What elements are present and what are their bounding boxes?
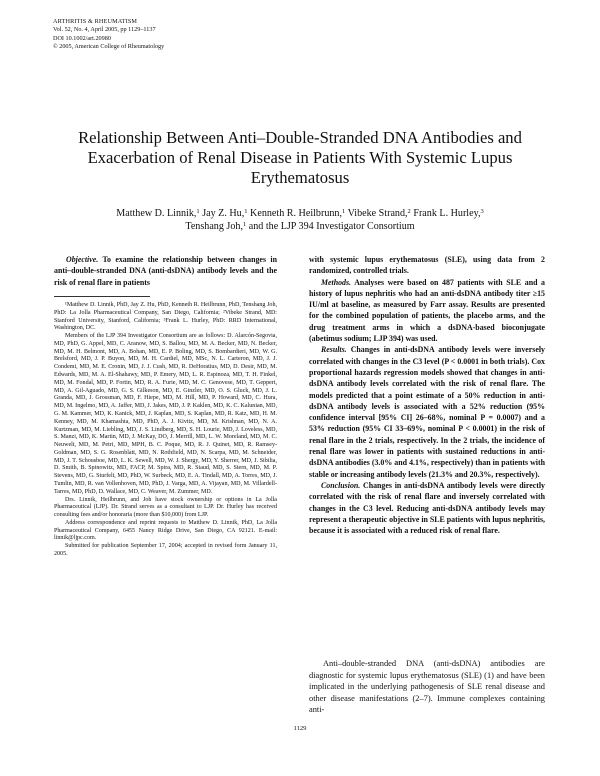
- footnotes: [54, 302, 277, 559]
- intro-paragraph: Anti–double-stranded DNA (anti-dsDNA) antibodies are diagnostic for systemic lupus erythematosus (SLE) (1) and have been implicated in the underlying pathogenesis of SLE renal disease and other disease manifestations (2–7). Immune complexes containing anti-: [309, 659, 545, 715]
- objective-label: Objective.: [66, 255, 99, 264]
- author: Kenneth R. Heilbrunn,$^1$: [250, 208, 346, 219]
- article-title: Relationship Between Anti–Double-Stranded DNA Antibodies and Exacerbation of Renal Disease in Patients With Systemic Lupus Erythematosus: [78, 128, 522, 187]
- journal-header: [53, 18, 353, 51]
- author: Vibeke Strand,$^2$: [347, 208, 411, 219]
- objective-text-left: To examine the relationship between changes in anti–double-stranded DNA (anti-dsDNA) antibody levels and the risk of renal flare in patients: [54, 255, 277, 287]
- objective-text-right: with systemic lupus erythematosus (SLE), using data from 2 randomized, controlled trials.: [309, 255, 545, 276]
- author-list: [40, 208, 560, 233]
- results-text: Changes in anti-dsDNA antibody levels were inversely correlated with changes in the C3 level (P < 0.0001 in both trials). Cox proportional hazards regression models showed that changes in anti-dsDNA antibody levels correlated with the risk of renal flare. The models predicted that a point estimate of a 50% reduction in anti-dsDNA antibody levels is associated with a 52% reduction (95% confidence interval [95% CI] 26–68%, nominal P = 0.0007) and a 53% reduction (95% CI 33–69%, nominal P < 0.0001) in the risk of renal flare in the 2 trials, respectively. In the 2 trials, the incidence of renal flare was lower in patients with sustained reductions in anti-dsDNA antibodies (3.0% and 4.1%, respectively) than in patients with stable or increasing antibody levels (21.3% and 20.3%, respectively).: [309, 345, 545, 479]
- body-intro: [309, 658, 545, 716]
- author: Jay Z. Hu,$^1$: [202, 208, 248, 219]
- doi: DOI 10.1002/art.20980: [53, 34, 111, 42]
- abstract-objective-part1: [54, 254, 277, 288]
- footnote-divider: [54, 296, 150, 297]
- page-number: 1129: [293, 725, 307, 732]
- author: Tenshang Joh,$^1$: [185, 220, 247, 232]
- footnote-disclosures: Drs. Linnik, Heilbrunn, and Joh have stock ownership or options in La Jolla Pharmaceutical (LJP). Dr. Strand serves as a consultant to LJP. Dr. Hurley has received consulting fees and/or honoraria (more than $10,000) from LJP.: [54, 496, 277, 519]
- footnote-correspondence: Address correspondence and reprint requests to Matthew D. Linnik, PhD, La Jolla Pharmaceutical Company, 6455 Nancy Ridge Drive, San Diego, CA 92121. E-mail: linnik@ljpc.com.: [54, 519, 277, 542]
- copyright: © 2005, American College of Rheumatology: [53, 42, 165, 50]
- conclusion-label: Conclusion.: [321, 480, 361, 490]
- methods-text: Analyses were based on 487 patients with SLE and a history of lupus nephritis who had an anti-dsDNA antibody titer ≥15 IU/ml at baseline, as measured by Farr assay. Results are presented for the combined population of patients, the placebo arms, and the drug treatment arms in which a dsDNA-based bioconjugate (abetimus sodium; LJP 394) was used.: [309, 277, 545, 344]
- conclusion-text: Changes in anti-dsDNA antibody levels were directly correlated with the risk of renal flare and inversely correlated with changes in the C3 level. Reducing anti-dsDNA antibody levels may represent a therapeutic objective in SLE patients with lupus nephritis, because it is associated with a reduced risk of renal flare.: [309, 480, 545, 536]
- abstract-right: [309, 254, 545, 536]
- footnote-consortium: Members of the LJP 394 Investigator Consortium are as follows: D. Alarcón-Segovia, MD, PhD, G. Appel, MD, C. Aranow, MD, S. Ballou, MD, M. A. Becker, MD, N. Becker, MD, M. H. Belmont, MD, A. Bohan, MD, E. P. Boling, MD, S. Bombardieri, MD, W. G. Brelsford, MD, J. P. Buyon, MD, M. H. Cardiel, MD, MSc, N. L. Carteron, MD, J. J. Condemi, MD, M. E. Cronin, MD, J. J. Cush, MD, R. DeHoratius, MD, D. Desir, MD, M. Edwards, MD, M. A. El-Shahawy, MD, P. Emery, MD, L. R. Espinoza, MD, T. H. Finkel, MD, M. Fondal, MD, P. Fortin, MD, R. A. Furie, MD, M. C. Genovese, MD, T. Geppert, MD, A. Gil-Aguado, MD, G. S. Gilkeson, MD, E. Ginzler, MD, O. S. Gluck, MD, J. L. Granda, MD, J. Grossman, MD, F. Hiepe, MD, M. Hill, MD, P. Howard, MD, C. Hura, MD, M. Ingelmo, MD, A. Jaffer, MD, J. Jakes, MD, J. P. Kaklen, MD, K. C. Kalunian, MD, G. M. Kammer, MD, K. Kanick, MD, J. Kaplan, MD, S. Kaplan, MD, R. Katz, MD, H. M. Kenney, MD, M. Khamashta, MD, PhD, A. J. Kivitz, MD, M. Krishnan, MD, N. A. Kurtzman, MD, M. Liebling, MD, J. S. Lindberg, MD, S. H. Lourie, MD, J. Loveless, MD, S. Manzi, MD, K. Martin, MD, J. McKay, DO, J. Merrill, MD, L. W. Moreland, MD, M. C. Neuwelt, MD, M. Petri, MD, MPH, B. C. Poque, MD, R. J. Quinet, MD, R. Ramsey-Goldman, MD, S. G. Rosenblatt, MD, N. Rothfield, MD, N. Scarpa, MD, M. Schneider, MD, J. T. Schousboe, MD, L. K. Sewell, MD, W. J. Shergy, MD, Y. Sherrer, MD, J. Sibilia, D. Smith, B. Spinowitz, MD, FACP, M. Spira, MD, R. Staud, MD, S. Stern, MD, M. P. Stevens, MD, G. Sturfelt, MD, PhD, W. Surbeck, MD, E. A. Tindall, MD, A. Torres, MD, J. Tumlin, MD, R. van Vollenhoven, MD, PhD, J. Varga, MD, A. Vijayan, MD, M. Villardell-Tarres, MD, PhD, D. Wallace, MD, C. Weaver, M. Zummer, MD.: [54, 333, 277, 495]
- methods-label: Methods.: [321, 277, 352, 287]
- footnote-submission: Submitted for publication September 17, 2004; accepted in revised form January 11, 2005.: [54, 543, 277, 557]
- journal-name: ARTHRITIS & RHEUMATISM: [53, 18, 138, 25]
- author: Frank L. Hurley,$^3$: [413, 208, 484, 219]
- author: Matthew D. Linnik,$^1$: [116, 208, 200, 219]
- footnote-affiliations: ¹Matthew D. Linnik, PhD, Jay Z. Hu, PhD, Kenneth R. Heilbrunn, PhD, Tenshang Joh, PhD: La Jolla Pharmaceutical Company, San Diego, California; ²Vibeke Strand, MD: Stanford University, Stanford, California; ³Frank L. Hurley, PhD: RRD International, Washington, DC.: [54, 302, 277, 332]
- author: and the LJP 394 Investigator Consortium: [248, 220, 415, 232]
- results-label: Results.: [321, 345, 347, 355]
- volume-info: Vol. 52, No. 4, April 2005, pp 1129–1137: [53, 26, 156, 34]
